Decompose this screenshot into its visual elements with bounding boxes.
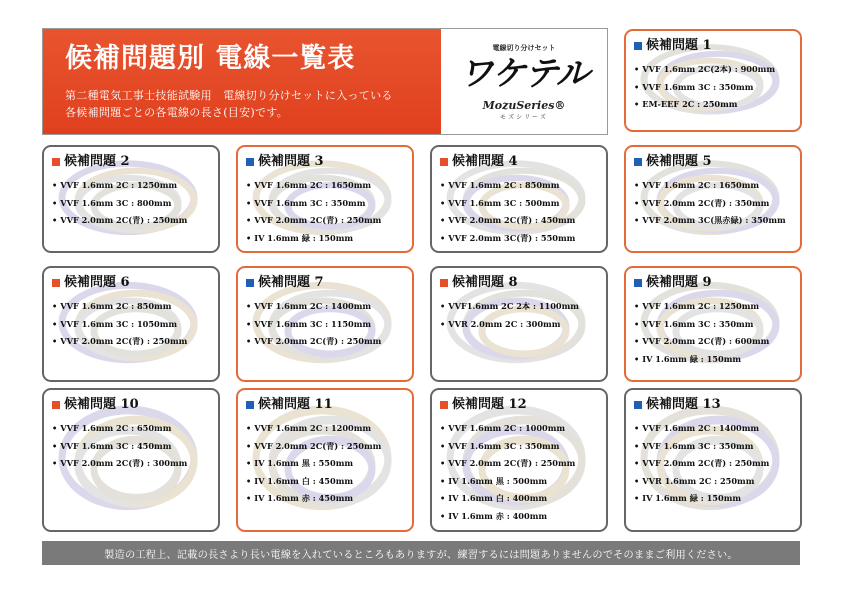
card-title	[440, 396, 598, 414]
wire-item: • VVF 2.0mm 2C(青) : 250mm	[440, 455, 598, 473]
wire-item: • EM-EEF 2C : 250mm	[634, 96, 792, 114]
wire-item: • VVF 2.0mm 2C(青) : 450mm	[440, 212, 598, 230]
square-bullet-icon	[246, 401, 254, 409]
header-title-block	[43, 29, 441, 134]
wire-item: • VVF 1.6mm 2C : 650mm	[52, 420, 210, 438]
wire-item: • VVR 1.6mm 2C : 250mm	[634, 473, 792, 491]
wire-item: • VVF 2.0mm 2C(青) : 250mm	[246, 438, 404, 456]
card-title	[634, 396, 792, 414]
square-bullet-icon	[440, 401, 448, 409]
wire-item: • IV 1.6mm 緑 : 150mm	[634, 490, 792, 508]
candidate-card-8	[430, 266, 608, 382]
wire-item: • IV 1.6mm 黒 : 550mm	[246, 455, 404, 473]
wire-list	[52, 177, 210, 230]
wire-item: • VVF 1.6mm 2C : 1250mm	[52, 177, 210, 195]
card-title-text: 候補問題 11	[258, 397, 333, 412]
card-title	[52, 153, 210, 171]
wire-item: • VVF 2.0mm 2C(青) : 250mm	[52, 333, 210, 351]
square-bullet-icon	[52, 401, 60, 409]
wire-item: • VVF 1.6mm 3C : 350mm	[634, 79, 792, 97]
wire-item: • VVF 1.6mm 2C : 1400mm	[634, 420, 792, 438]
wire-item: • VVF 1.6mm 3C : 350mm	[440, 438, 598, 456]
wire-list	[634, 420, 792, 508]
wire-item: • VVF 1.6mm 3C : 350mm	[246, 195, 404, 213]
wire-list	[246, 177, 404, 247]
page-subtitle	[65, 87, 423, 121]
wire-list	[634, 177, 792, 230]
logo-series: MozuSeries®	[482, 98, 566, 112]
card-title	[246, 396, 404, 414]
wire-item: • IV 1.6mm 白 : 450mm	[246, 473, 404, 491]
square-bullet-icon	[634, 158, 642, 166]
wire-item: • VVF 1.6mm 3C : 800mm	[52, 195, 210, 213]
square-bullet-icon	[246, 158, 254, 166]
card-title-text: 候補問題 7	[258, 275, 324, 290]
wire-item: • VVF 1.6mm 3C : 1150mm	[246, 316, 404, 334]
card-title-text: 候補問題 9	[646, 275, 712, 290]
wire-list	[440, 298, 598, 333]
footer-note: 製造の工程上、記載の長さより長い電線を入れているところもありますが、練習するには問題ありませんのでそのままご利用ください。	[42, 541, 800, 565]
candidate-card-7	[236, 266, 414, 382]
wire-list	[246, 420, 404, 508]
wire-item: • IV 1.6mm 赤 : 450mm	[246, 490, 404, 508]
wire-item: • VVF 1.6mm 3C : 450mm	[52, 438, 210, 456]
wire-item: • VVF 2.0mm 2C(青) : 600mm	[634, 333, 792, 351]
wire-item: • IV 1.6mm 黒 : 500mm	[440, 473, 598, 491]
wire-list	[634, 61, 792, 114]
card-title	[440, 274, 598, 292]
square-bullet-icon	[634, 279, 642, 287]
wire-item: • VVF 1.6mm 3C : 350mm	[634, 438, 792, 456]
card-title	[246, 153, 404, 171]
wire-list	[246, 298, 404, 351]
candidate-card-3	[236, 145, 414, 253]
wire-item: • VVR 2.0mm 2C : 300mm	[440, 316, 598, 334]
card-title	[634, 37, 792, 55]
card-title-text: 候補問題 13	[646, 397, 721, 412]
candidate-card-11	[236, 388, 414, 532]
wire-item: • VVF 2.0mm 2C(青) : 250mm	[52, 212, 210, 230]
wire-item: • VVF 1.6mm 2C : 1250mm	[634, 298, 792, 316]
wire-list	[52, 298, 210, 351]
wire-item: • VVF 1.6mm 2C : 1400mm	[246, 298, 404, 316]
card-title-text: 候補問題 5	[646, 154, 712, 169]
candidate-card-4	[430, 145, 608, 253]
wire-item: • VVF 2.0mm 3C(黒赤緑) : 350mm	[634, 212, 792, 230]
wire-item: • IV 1.6mm 赤 : 400mm	[440, 508, 598, 526]
candidate-card-5	[624, 145, 802, 253]
brand-logo	[441, 29, 607, 134]
wire-item: • VVF1.6mm 2C 2本 : 1100mm	[440, 298, 598, 316]
card-title	[52, 396, 210, 414]
card-title-text: 候補問題 8	[452, 275, 518, 290]
candidate-card-6	[42, 266, 220, 382]
candidate-card-12	[430, 388, 608, 532]
wire-item: • IV 1.6mm 緑 : 150mm	[634, 351, 792, 369]
card-title	[440, 153, 598, 171]
card-title-text: 候補問題 12	[452, 397, 527, 412]
square-bullet-icon	[634, 42, 642, 50]
square-bullet-icon	[440, 158, 448, 166]
square-bullet-icon	[440, 279, 448, 287]
candidate-card-2	[42, 145, 220, 253]
card-title	[634, 153, 792, 171]
header-banner	[42, 28, 608, 135]
square-bullet-icon	[634, 401, 642, 409]
wire-item: • VVF 2.0mm 2C(青) : 250mm	[634, 455, 792, 473]
wire-item: • VVF 2.0mm 2C(青) : 250mm	[246, 212, 404, 230]
square-bullet-icon	[52, 279, 60, 287]
wire-item: • IV 1.6mm 緑 : 150mm	[246, 230, 404, 248]
subtitle-line-1: 第二種電気工事士技能試験用 電線切り分けセットに入っている	[65, 89, 393, 102]
wire-list	[440, 177, 598, 247]
card-title-text: 候補問題 10	[64, 397, 139, 412]
card-title-text: 候補問題 4	[452, 154, 518, 169]
page-title: 候補問題別 電線一覧表	[65, 43, 356, 74]
wire-item: • VVF 1.6mm 3C : 350mm	[634, 316, 792, 334]
logo-series-kana: モズシリーズ	[500, 113, 548, 121]
wire-item: • VVF 1.6mm 2C : 1650mm	[634, 177, 792, 195]
card-title-text: 候補問題 6	[64, 275, 130, 290]
wire-item: • VVF 1.6mm 3C : 1050mm	[52, 316, 210, 334]
logo-tagline: 電線切り分けセット	[492, 43, 556, 52]
wire-item: • VVF 1.6mm 2C : 1650mm	[246, 177, 404, 195]
card-title	[246, 274, 404, 292]
subtitle-line-2: 各候補問題ごとの各電線の長さ(目安)です。	[65, 106, 289, 119]
wire-item: • VVF 1.6mm 2C : 1000mm	[440, 420, 598, 438]
square-bullet-icon	[52, 158, 60, 166]
candidate-card-9	[624, 266, 802, 382]
wire-list	[52, 420, 210, 473]
candidate-card-10	[42, 388, 220, 532]
card-title-text: 候補問題 1	[646, 38, 712, 53]
wire-item: • VVF 2.0mm 2C(青) : 350mm	[634, 195, 792, 213]
wire-item: • VVF 1.6mm 2C : 1200mm	[246, 420, 404, 438]
wire-item: • VVF 1.6mm 2C : 850mm	[52, 298, 210, 316]
wire-item: • IV 1.6mm 白 : 400mm	[440, 490, 598, 508]
candidate-card-13	[624, 388, 802, 532]
wire-item: • VVF 2.0mm 3C(青) : 550mm	[440, 230, 598, 248]
wire-item: • VVF 1.6mm 2C(2本) : 900mm	[634, 61, 792, 79]
wire-item: • VVF 2.0mm 2C(青) : 300mm	[52, 455, 210, 473]
wire-list	[634, 298, 792, 368]
wire-list	[440, 420, 598, 525]
card-title	[634, 274, 792, 292]
square-bullet-icon	[246, 279, 254, 287]
candidate-card-1	[624, 29, 802, 132]
wire-item: • VVF 1.6mm 3C : 500mm	[440, 195, 598, 213]
card-title	[52, 274, 210, 292]
card-title-text: 候補問題 3	[258, 154, 324, 169]
logo-brand: ワケテル	[459, 53, 589, 94]
wire-item: • VVF 2.0mm 2C(青) : 250mm	[246, 333, 404, 351]
card-title-text: 候補問題 2	[64, 154, 130, 169]
wire-item: • VVF 1.6mm 2C : 850mm	[440, 177, 598, 195]
